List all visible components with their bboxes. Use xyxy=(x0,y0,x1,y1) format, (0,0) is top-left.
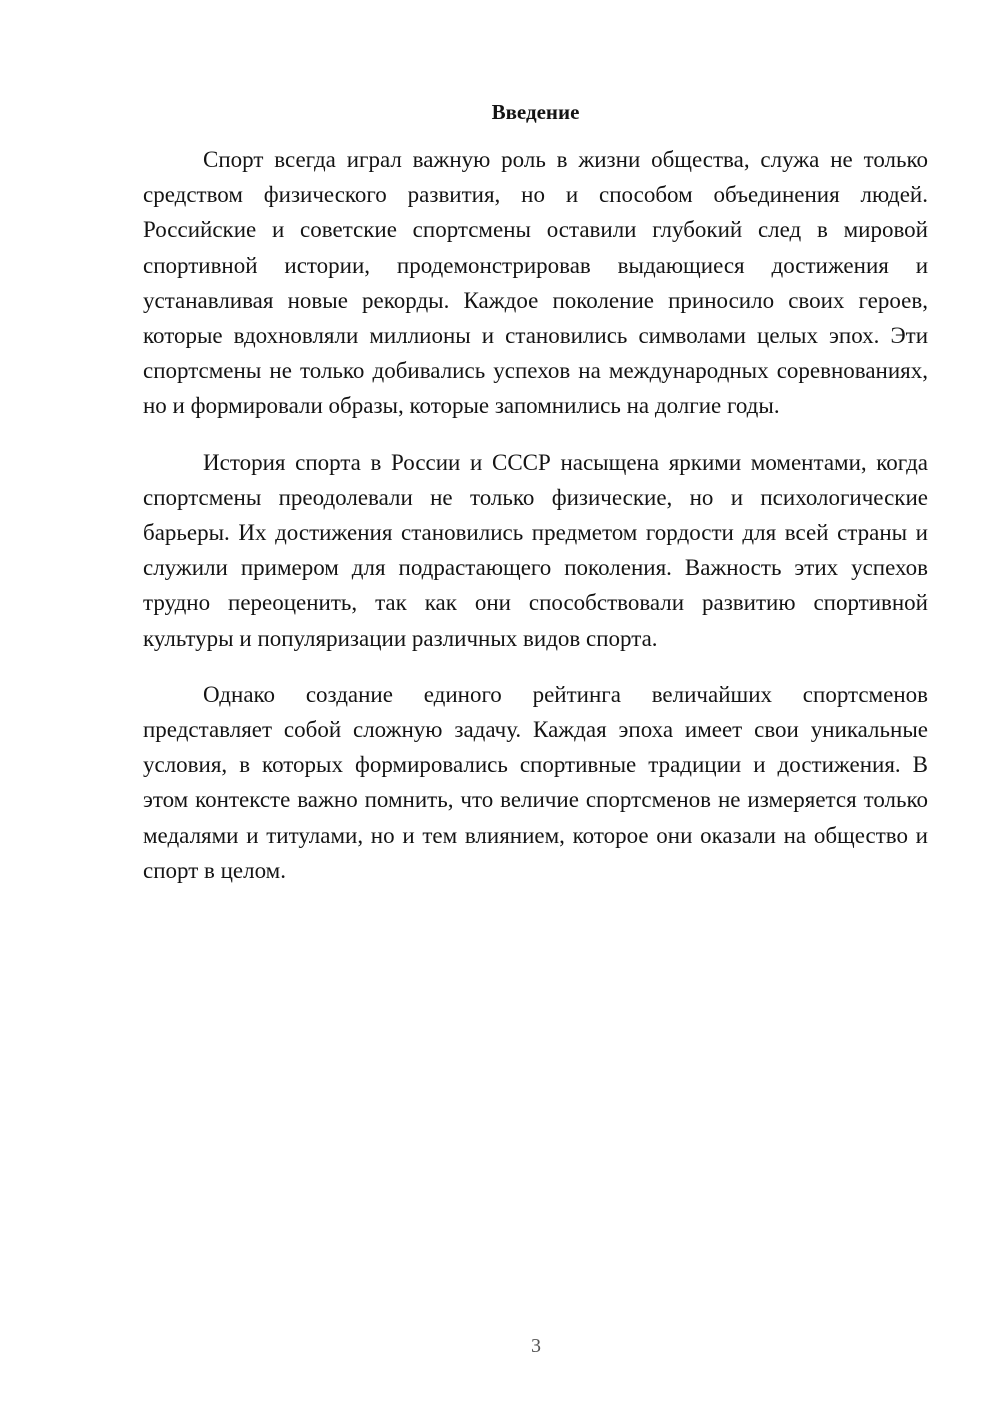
section-heading: Введение xyxy=(491,100,580,124)
paragraph-3: Однако создание единого рейтинга величайших спортсменов представляет собой сложную задачу. Каждая эпоха имеет свои уникальные условия, в которых формировались спортивные традиции и достижения. В этом контексте важно помнить, что величие спортсменов не измеряется только медалями и титулами, но и тем влиянием, которое они оказали на общество и спорт в целом. xyxy=(143,681,928,883)
body-text xyxy=(143,142,928,909)
paragraph-1: Спорт всегда играл важную роль в жизни общества, служа не только средством физического развития, но и способом объединения людей. Российские и советские спортсмены оставили глубокий след в мировой спортивной истории, продемонстрировав выдающиеся достижения и устанавливая новые рекорды. Каждое поколение приносило своих героев, которые вдохновляли миллионы и становились символами целых эпох. Эти спортсмены не только добивались успехов на международных соревнованиях, но и формировали образы, которые запомнились на долгие годы. xyxy=(143,147,928,419)
page-number: 3 xyxy=(531,1335,541,1357)
paragraph-2: История спорта в России и СССР насыщена яркими моментами, когда спортсмены преодолевали не только физические, но и психологические барьеры. Их достижения становились предметом гордости для всей страны и служили примером для подрастающего поколения. Важность этих успехов трудно переоценить, так как они способствовали развитию спортивной культуры и популяризации различных видов спорта. xyxy=(143,449,928,651)
